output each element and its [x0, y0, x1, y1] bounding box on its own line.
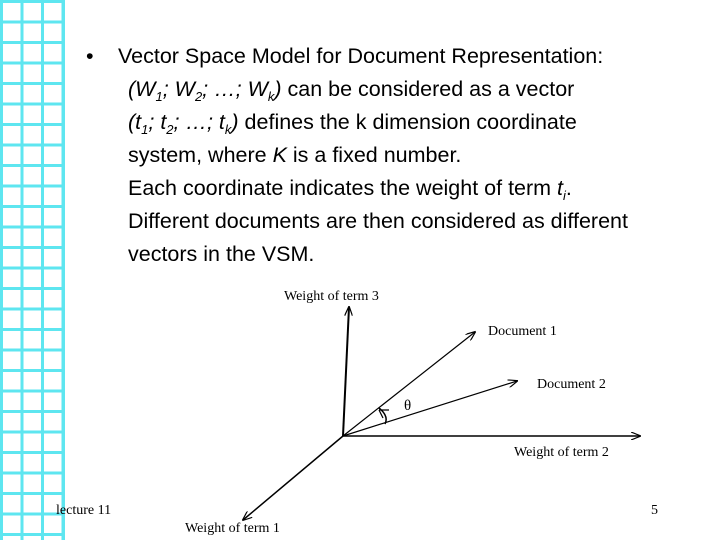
text-line-3: system, where K is a fixed number.: [128, 143, 462, 167]
footer-lecture: lecture 11: [56, 503, 112, 518]
text-line-2: ($t_1$; $t_2$; …; $t_k$) defines the k dimension coordinate: [128, 110, 577, 137]
text-line-4: Each coordinate indicates the weight of term $t_i$.: [128, 176, 572, 203]
axis-term2-label: Weight of term 2: [514, 445, 609, 460]
bullet-heading: Vector Space Model for Document Representation:: [118, 44, 604, 68]
bullet-dot: •: [86, 44, 94, 68]
theta-label: θ: [404, 398, 412, 414]
axis-term3-line: [343, 307, 349, 436]
term-vector: ($t_1$; $t_2$; …; $t_k$): [128, 110, 239, 137]
weight-vector: ($W_1$; $W_2$; …; $W_k$): [128, 77, 282, 104]
axis-term3-label: Weight of term 3: [284, 289, 379, 304]
document-2-label: Document 2: [537, 377, 606, 392]
axis-term1-line: [243, 436, 343, 520]
axis-term1-label: Weight of term 1: [185, 521, 280, 536]
document-1-label: Document 1: [488, 324, 557, 339]
text-line-5: Different documents are then considered as different: [128, 209, 628, 233]
text-line-6: vectors in the VSM.: [128, 242, 315, 266]
document-2-vector: [343, 381, 517, 436]
text-line-1: ($W_1$; $W_2$; …; $W_k$) can be considered as a vector: [128, 77, 575, 104]
document-1-vector: [343, 332, 475, 436]
page-number: 5: [651, 503, 658, 518]
